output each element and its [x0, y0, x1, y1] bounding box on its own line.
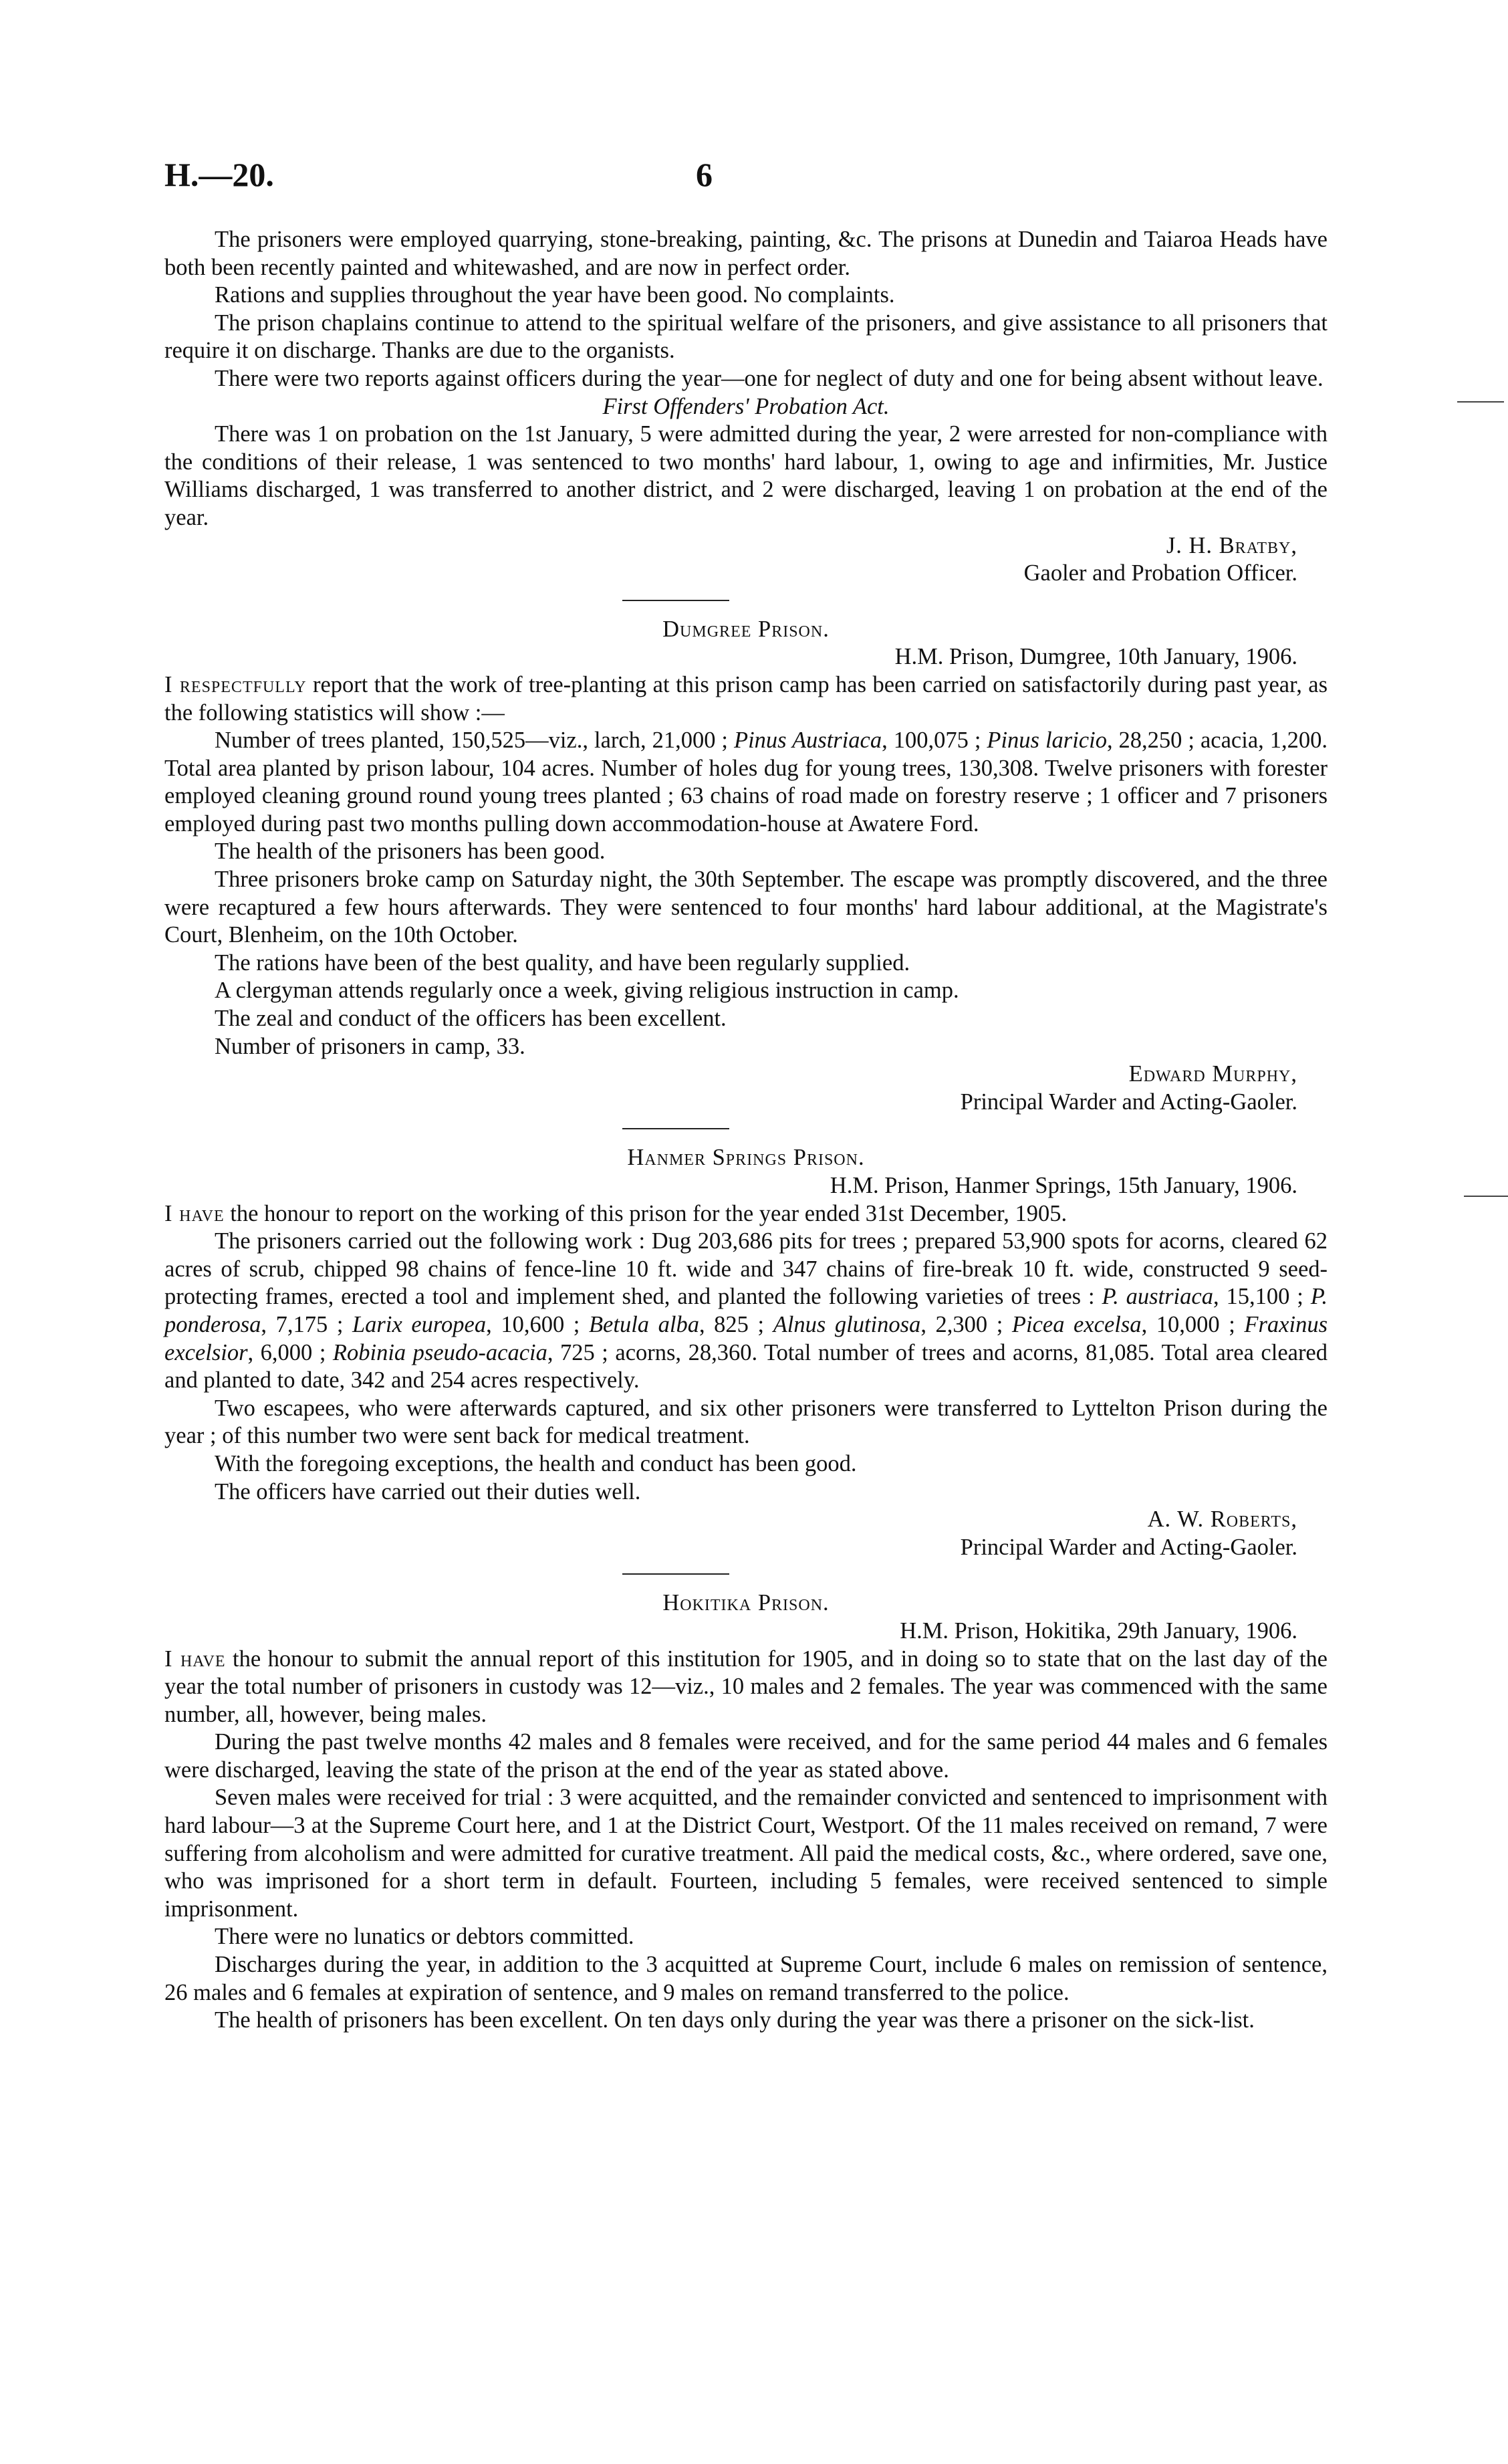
species-name: P. austriaca [1102, 1284, 1213, 1310]
dumgree-section [164, 616, 1328, 1117]
paragraph: There were two reports against officers during the year—one for neglect of duty and one for being absent without leave. [215, 365, 1324, 391]
paragraph: Seven males were received for trial : 3 were acquitted, and the remainder convicted and sentenced to imprisonment with hard labour—3 at the Supreme Court here, and 1 at the District Court, Westport. Of the 11 males received on remand, 7 were suffering from alcoholism and were admitted for curative treatment. All paid the medical costs, &c., where ordered, save one, who was imprisoned for a short term in default. Fourteen, including 5 females, were received sentenced to simple imprisonment. [164, 1785, 1328, 1922]
text-run: , 15,100 ; [1213, 1284, 1311, 1310]
paragraph-text: report that the work of tree-planting at this prison camp has been carried on satisfactorily during past year, as the following statistics will show :— [164, 671, 1328, 725]
species-name: Fraxinus excelsior [164, 1311, 1328, 1365]
paragraph: The prisoners were employed quarrying, stone-breaking, painting, &c. The prisons at Dunedin and Taiaroa Heads have both been recently painted and whitewashed, and are now in perfect order. [164, 227, 1328, 280]
paragraph: The zeal and conduct of the officers has been excellent. [215, 1006, 727, 1032]
paragraph [164, 671, 1328, 727]
paragraph: With the foregoing exceptions, the health and conduct has been good. [215, 1450, 857, 1476]
signature-title: Principal Warder and Acting-Gaoler. [960, 1534, 1297, 1560]
signature-name: J. H. Bratby, [1166, 532, 1297, 558]
text-run: , 2,300 ; [920, 1311, 1012, 1337]
dunedin-section [164, 226, 1328, 588]
paragraph: The health of prisoners has been excellent. On ten days only during the year was there a prisoner on the sick-list. [215, 2007, 1255, 2033]
species-name: Larix europea [352, 1311, 487, 1337]
paragraph: During the past twelve months 42 males and 8 females were received, and for the same period 44 males and 6 females were discharged, leaving the state of the prison at the end of the year as stated above. [164, 1729, 1328, 1783]
paragraph: Rations and supplies throughout the year have been good. No complaints. [215, 282, 895, 308]
dateline: H.M. Prison, Hokitika, 29th January, 1906. [900, 1617, 1297, 1644]
margin-mark [1457, 401, 1504, 403]
paragraph-text: the honour to submit the annual report of this institution for 1905, and in doing so to state that on the last day of the year the total number of prisoners in custody was 12—viz., 10 males and 2 females. The year was commenced with the same number, all, however, being males. [164, 1646, 1328, 1727]
section-divider [622, 1128, 729, 1129]
species-name: Picea excelsa [1011, 1311, 1142, 1337]
text-run: , 10,600 ; [486, 1311, 589, 1337]
section-divider [622, 600, 729, 601]
paragraph: The rations have been of the best quality, and have been regularly supplied. [215, 949, 910, 976]
paragraph: Three prisoners broke camp on Saturday night, the 30th September. The escape was promptly discovered, and the three were recaptured a few hours afterwards. They were sentenced to four months' hard labour additional, at the Magistrate's Court, Blenheim, on the 10th October. [164, 867, 1328, 948]
paragraph: The officers have carried out their duties well. [215, 1478, 641, 1504]
lead-words: I have [164, 1200, 225, 1226]
species-name: Betula alba [588, 1311, 699, 1337]
section-heading: Dumgree Prison. [662, 616, 830, 642]
species-name: Robinia pseudo-acacia [332, 1339, 547, 1365]
section-divider [622, 1573, 729, 1575]
text-run: , 7,175 ; [261, 1311, 352, 1337]
lead-words: I have [164, 1646, 226, 1672]
species-name: Pinus laricio [987, 727, 1107, 754]
paragraph [164, 1228, 1328, 1395]
paragraph-text: the honour to report on the working of this prison for the year ended 31st December, 1905. [224, 1200, 1067, 1226]
text-run: , 6,000 ; [247, 1339, 333, 1365]
text-run: The prisoners carried out the following work : Dug 203,686 pits for trees ; prepared 53,900 spots for acorns, cleared 62 acres of scrub, chipped 98 chains of fence-line 10 ft. wide and 347 chains of fire-break 10 ft. wide, constructed 9 seed-protecting frames, erected a tool and implement shed, and planted the following varieties of trees : [164, 1228, 1328, 1310]
margin-mark [1464, 1196, 1508, 1197]
document-body [164, 226, 1328, 2035]
signature-title: Gaoler and Probation Officer. [1023, 560, 1297, 586]
paragraph [164, 1646, 1328, 1729]
paragraph: Discharges during the year, in addition to the 3 acquitted at Supreme Court, include 6 males on remission of sentence, 26 males and 6 females at expiration of sentence, and 9 males on remand transferred to the police. [164, 1952, 1328, 2005]
report-code: H.—20. [164, 156, 274, 193]
species-name: Pinus Austriaca [734, 727, 882, 754]
paragraph: The health of the prisoners has been good. [215, 838, 606, 865]
text-run: , 725 ; acorns, 28,360. Total number of trees and acorns, 81,085. Total area cleared and planted to date, 342 and 254 acres respectively. [164, 1339, 1328, 1393]
signature-name: Edward Murphy, [1128, 1061, 1297, 1087]
text-run: , 825 ; [699, 1311, 773, 1337]
text-run: , 28,250 ; acacia, 1,200. Total area planted by prison labour, 104 acres. Number of holes dug for young trees, 130,308. Twelve prisoners with forester employed cleaning ground round young trees planted ; 63 chains of road made on forestry reserve ; 1 officer and 7 prisoners employed during past two months pulling down accommodation-house at Awatere Ford. [164, 727, 1328, 836]
section-subheading: First Offenders' Probation Act. [602, 393, 890, 419]
paragraph: There was 1 on probation on the 1st January, 5 were admitted during the year, 2 were arrested for non-compliance with the conditions of their release, 1 was sentenced to two months' hard labour, 1, owing to age and infirmities, Mr. Justice Williams discharged, 1 was transferred to another district, and 2 were discharged, leaving 1 on probation at the end of the year. [164, 421, 1328, 530]
lead-words: I respectfully [164, 671, 307, 697]
paragraph [164, 727, 1328, 838]
paragraph [164, 1200, 1328, 1228]
text-run: , 10,000 ; [1141, 1311, 1245, 1337]
page-header [164, 155, 1328, 202]
paragraph: A clergyman attends regularly once a week, giving religious instruction in camp. [215, 978, 959, 1004]
section-heading: Hokitika Prison. [662, 1590, 830, 1616]
hanmer-section [164, 1144, 1328, 1561]
paragraph: Number of prisoners in camp, 33. [215, 1033, 525, 1059]
species-name: Alnus glutinosa [773, 1311, 921, 1337]
signature-name: A. W. Roberts, [1147, 1506, 1297, 1533]
page-number: 6 [696, 156, 713, 193]
species-name: P. ponderosa [164, 1284, 1328, 1337]
paragraph: The prison chaplains continue to attend to the spiritual welfare of the prisoners, and give assistance to all prisoners that require it on discharge. Thanks are due to the organists. [164, 310, 1328, 364]
paragraph: There were no lunatics or debtors committed. [215, 1924, 634, 1950]
dateline: H.M. Prison, Dumgree, 10th January, 1906. [894, 644, 1297, 670]
dateline: H.M. Prison, Hanmer Springs, 15th January, 1906. [830, 1173, 1297, 1198]
paragraph: Two escapees, who were afterwards captured, and six other prisoners were transferred to Lyttelton Prison during the year ; of this number two were sent back for medical treatment. [164, 1395, 1328, 1449]
hokitika-section [164, 1589, 1328, 2035]
signature-title: Principal Warder and Acting-Gaoler. [960, 1089, 1297, 1115]
text-run: , 100,075 ; [882, 727, 987, 754]
text-run: Number of trees planted, 150,525—viz., larch, 21,000 ; [215, 727, 734, 754]
section-heading: Hanmer Springs Prison. [627, 1145, 865, 1171]
